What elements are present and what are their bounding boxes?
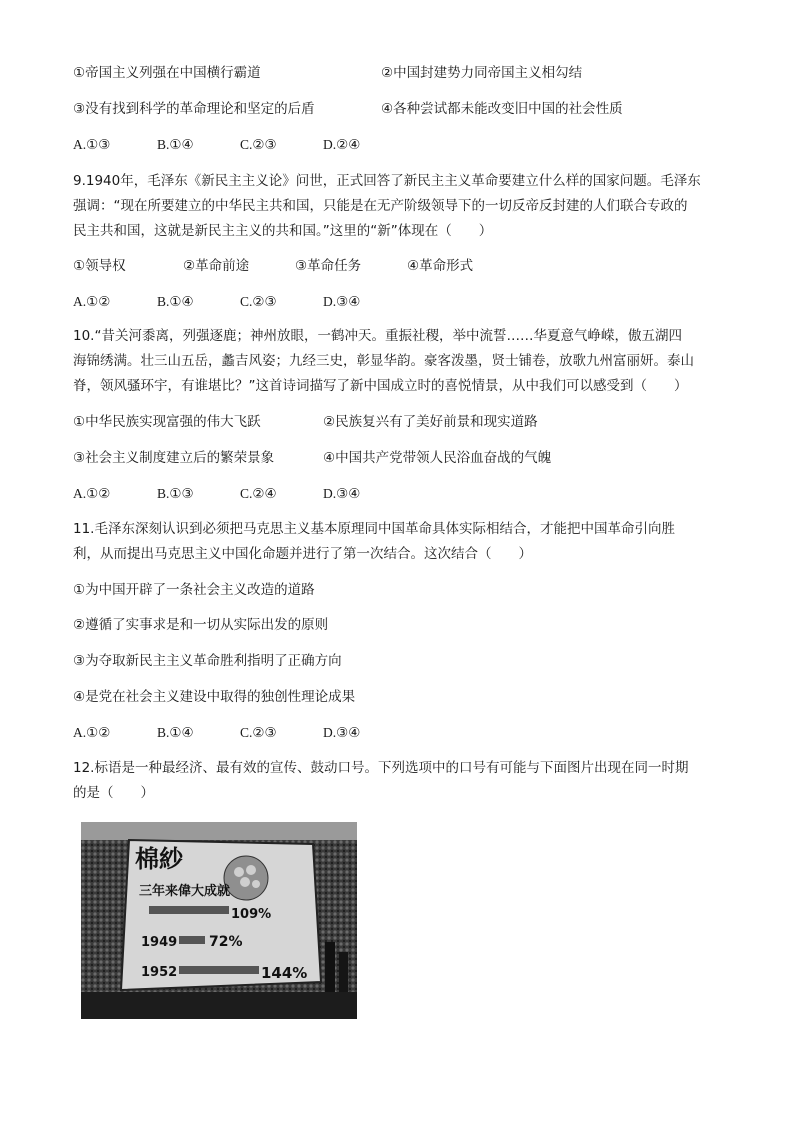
q8-statement-3: ③没有找到科学的革命理论和坚定的后盾 [73,101,315,117]
q11-stem-line-1: 11.毛泽东深刻认识到必须把马克思主义基本原理同中国革命具体实际相结合，才能把中国革命引向胜 [73,521,675,537]
q9-stem-line-2: 强调：“现在所要建立的中华民主共和国，只能是在无产阶级领导下的一切反帝反封建的人们联合专政的 [73,198,688,214]
q11-statement-1: ①为中国开辟了一条社会主义改造的道路 [73,582,315,598]
q10-stem-line-3: 脊，领风骚环宇，有谁堪比？”这首诗词描写了新中国成立时的喜悦情景，从中我们可以感受到（ ） [73,378,688,394]
photo-row2-year: 1949 [141,935,178,950]
q10-option-a: A.①② [73,486,111,501]
q11-stem-line-2: 利，从而提出马克思主义中国化命题并进行了第一次结合。这次结合（ ） [73,546,532,562]
q8-statement-2: ②中国封建势力同帝国主义相勾结 [381,65,583,81]
photo-illustration [81,822,357,1019]
q8-option-a: A.①③ [73,137,111,152]
photo-subtitle: 三年来偉大成就 [139,884,231,899]
q9-stem-line-3: 民主共和国，这就是新民主主义的共和国。”这里的“新”体现在（ ） [73,223,493,239]
q9-option-d: D.③④ [323,294,361,309]
q8-option-d: D.②④ [323,137,361,152]
historical-photo [81,822,357,1019]
q9-option-c: C.②③ [240,294,277,309]
photo-row3-value: 144% [261,964,308,982]
q10-statement-3: ③社会主义制度建立后的繁荣景象 [73,450,275,466]
photo-title: 棉紗 [135,845,183,873]
q12-stem-line-2: 的是（ ） [73,785,154,801]
photo-row2-value: 72% [209,934,243,950]
q9-statement-4: ④革命形式 [407,258,474,274]
q8-statement-1: ①帝国主义列强在中国横行霸道 [73,65,261,81]
q10-stem-line-2: 海锦绣满。壮三山五岳，蠡吉风姿；九经三史，彰显华韵。豪客泼墨，贤士铺卷，放歌九州富丽妍。泰山 [73,353,694,369]
q9-statement-1: ①领导权 [73,258,126,274]
q10-option-c: C.②④ [240,486,277,501]
q11-option-c: C.②③ [240,725,277,740]
q9-statement-2: ②革命前途 [183,258,250,274]
photo-row3-year: 1952 [141,965,178,980]
q11-statement-2: ②遵循了实事求是和一切从实际出发的原则 [73,617,329,633]
q11-option-a: A.①② [73,725,111,740]
q10-stem-line-1: 10.“昔关河黍离，列强逐鹿；神州放眼，一鹤冲天。重振社稷，举中流誓……华夏意气峥嵘，傲五湖四 [73,328,682,344]
q9-stem-line-1: 9.1940年，毛泽东《新民主主义论》问世，正式回答了新民主主义革命要建立什么样的国家问题。毛泽东 [73,173,701,189]
q11-option-b: B.①④ [157,725,194,740]
q11-statement-4: ④是党在社会主义建设中取得的独创性理论成果 [73,689,356,705]
q10-statement-1: ①中华民族实现富强的伟大飞跃 [73,414,261,430]
q8-option-b: B.①④ [157,137,194,152]
q10-option-d: D.③④ [323,486,361,501]
q8-statement-4: ④各种尝试都未能改变旧中国的社会性质 [381,101,623,117]
q10-statement-4: ④中国共产党带领人民浴血奋战的气魄 [323,450,552,466]
photo-row1-value: 109% [231,907,272,922]
q11-option-d: D.③④ [323,725,361,740]
q9-statement-3: ③革命任务 [295,258,362,274]
q10-statement-2: ②民族复兴有了美好前景和现实道路 [323,414,538,430]
q12-stem-line-1: 12.标语是一种最经济、最有效的宣传、鼓动口号。下列选项中的口号有可能与下面图片出现在同一时期 [73,760,689,776]
q9-option-b: B.①④ [157,294,194,309]
q8-option-c: C.②③ [240,137,277,152]
q9-option-a: A.①② [73,294,111,309]
q11-statement-3: ③为夺取新民主主义革命胜利指明了正确方向 [73,653,342,669]
q10-option-b: B.①③ [157,486,194,501]
